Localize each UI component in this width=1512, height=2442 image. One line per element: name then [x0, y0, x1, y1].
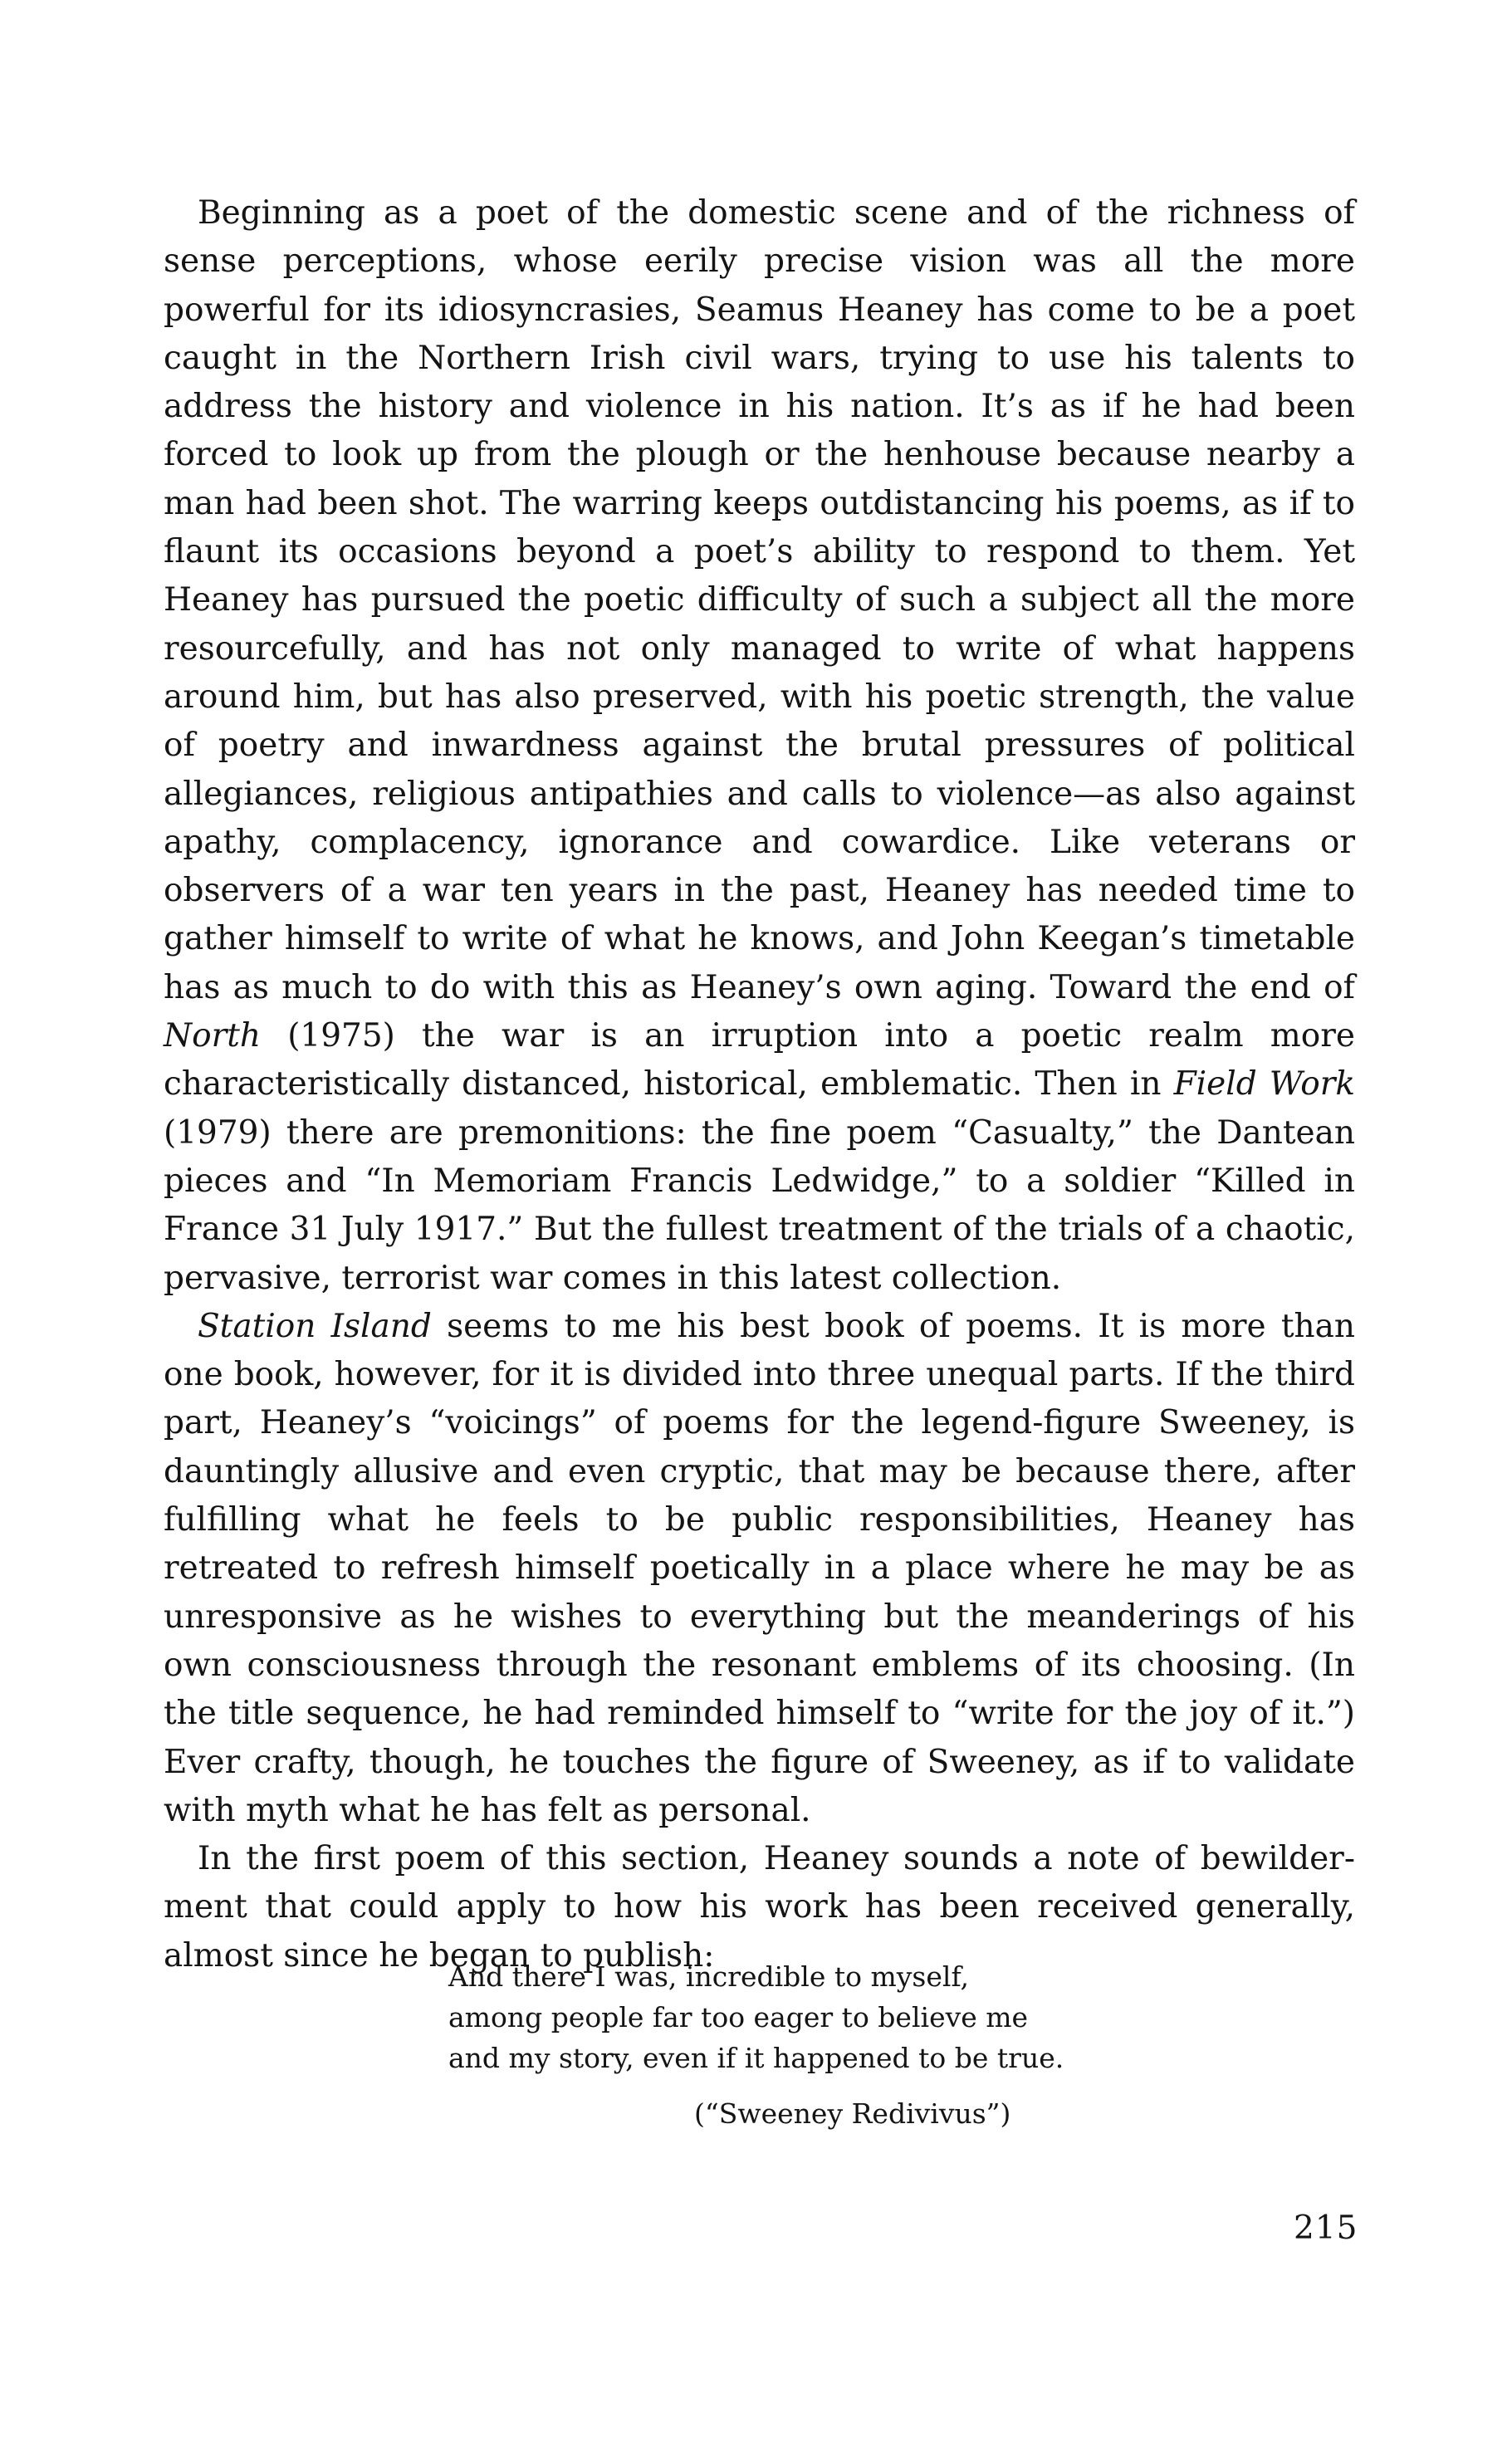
verse-line: and my story, even if it happened to be true.: [448, 2042, 1064, 2074]
text-run: seems to me his best book of poems. It is more than one book, however, for it is divided into three unequal parts. If the third part, Heaney’s “voicings” of poems for the legend-figure Sweeney, is dauntingly allusive and even cryptic, that may be because there, after fulfilling what he feels to be public responsibilities, Heaney has retreated to refresh himself poetically in a place where he may be as unresponsive as he wishes to everything but the meanderings of his own consciousness through the resonant emblems of its choosing. (In the title sequence, he had reminded himself to “write for the joy of it.”) Ever crafty, though, he touches the figure of Sweeney, as if to validate with myth what he has felt as personal.: [164, 1307, 1355, 1829]
text-run: (1975) the war is an irruption into a poetic realm more characteristically distanced, historical, emblematic. Then in: [164, 1017, 1355, 1104]
page-number: 215: [1294, 2210, 1358, 2247]
text-run: In the first poem of this section, Heaney sounds a note of bewilderment that could apply to how his work has been received generally, almost since he began to publish:: [164, 1840, 1355, 1975]
body-text: [164, 189, 1355, 1980]
paragraph-1: [164, 189, 1355, 1303]
verse-quotation: [448, 1956, 1196, 2078]
italic-title-run: Station Island: [197, 1307, 432, 1345]
text-run: Beginning as a poet of the domestic scene and of the richness of sense perceptions, whose eerily precise vision was all the more powerful for its idiosyncrasies, Seamus Heaney has come to be a poet caught in the Northern Irish civil wars, trying to use his talents to address the history and violence in his nation. It’s as if he had been forced to look up from the plough or the henhouse because nearby a man had been shot. The warring keeps outdistancing his poems, as if to flaunt its occasions beyond a poet’s ability to respond to them. Yet Heaney has pursued the poetic difficulty of such a subject all the more resourcefully, and has not only managed to write of what happens around him, but has also preserved, with his poetic strength, the value of poetry and inwardness against the brutal pressures of political allegiances, religious antipathies and calls to violence—as also against apathy, complacency, ignorance and cowardice. Like veterans or observers of a war ten years in the past, Heaney has needed time to gather himself to write of what he knows, and John Keegan’s timetable has as much to do with this as Heaney’s own aging. Toward the end of: [164, 194, 1355, 1006]
verse-line: among people far too eager to believe me: [448, 2001, 1029, 2033]
italic-title-run: North: [164, 1017, 262, 1055]
verse-source-citation: (“Sweeney Redivivus”): [694, 2097, 1011, 2130]
text-run: (1979) there are premonitions: the fine poem “Casualty,” the Dantean pieces and “In Memoriam Francis Ledwidge,” to a soldier “Killed in France 31 July 1917.” But the fullest treatment of the trials of a chaotic, pervasive, terrorist war comes in this latest collection.: [164, 1113, 1355, 1297]
paragraph-2: [164, 1303, 1355, 1835]
verse-line: And there I was, incredible to myself,: [448, 1960, 969, 1993]
italic-title-run: Field Work: [1173, 1065, 1355, 1104]
